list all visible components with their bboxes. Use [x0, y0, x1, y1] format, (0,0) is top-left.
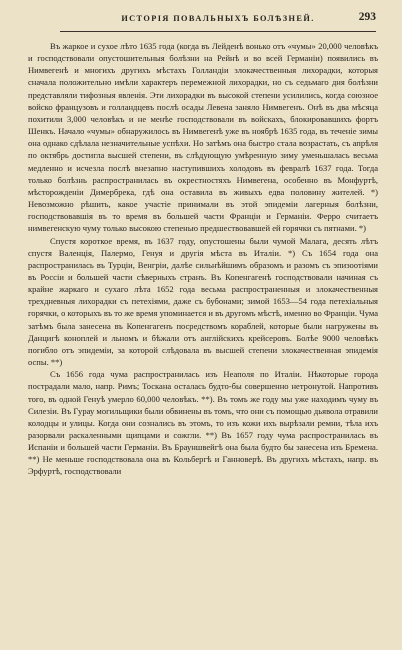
running-header	[60, 11, 376, 32]
paragraph: Спустя короткое время, въ 1637 году, опустошены были чумой Малага, десять лѣтъ спустя Валенція, Палермо, Генуя и другія мѣста въ Италіи. *) Съ 1654 года она распространилась въ Турціи, Венгріи, далѣе сильнѣйшимъ образомъ и разомъ съ эпизоотіями въ Россіи и большей части сѣверныхъ странъ. Въ Копенгагенѣ господствовали начиная съ крайне жаркаго и сухаго лѣта 1652 года весьма распространенныя и злокачественныя трехдневныя лихорадки съ петехіями, даже съ бубонами; зимой 1653—54 года петехіальныя горячки, о которыхъ въ то же время упоминается и въ другомъ мѣстѣ, именно во Франціи. Чума затѣмъ была занесена въ Копенгагенъ посредствомъ кораблей, которые были нагружены въ Данцигѣ коноплей и льномъ и бѣжали отъ англійскихъ крейсеровъ. Болѣе 9000 человѣкъ погибло отъ эпидеміи, за которой слѣдовала въ высшей степени злокачественная эпидемія оспы. **)	[28, 235, 378, 368]
page-number: 293	[358, 11, 376, 23]
running-title: ИСТОРIЯ ПОВАЛЬНЫХЪ БОЛѢЗНЕЙ.	[121, 14, 315, 23]
paragraph: Съ 1656 года чума распространилась изъ Неаполя по Италіи. Нѣкоторые города пострадали мало, напр. Римъ; Тоскана осталась будто-бы совершенно нетронутой. Напротивъ того, въ одной Генуѣ умерло 60,000 человѣкъ. **). Въ томъ же году мы уже находимъ чуму въ Силезіи. Въ Гурау могильщики были обвинены въ томъ, что они съ помощью дьявола отравили колодцы и улицы. Когда они сознались въ этомъ, то изъ кожи ихъ вырѣзали ремни, тѣла ихъ разорвали раскаленными щипцами и сожгли. **) Въ 1657 году чума распространилась въ Испаніи и большей части Германіи. Въ Брауншвейгѣ она была будто бы занесена изъ Бремена. **) Не меньше господствовала она въ Кольбергѣ и Ганноверѣ. Въ другихъ мѣстахъ, напр. въ Эрфуртѣ, господствовали	[28, 369, 378, 477]
body-text	[28, 40, 378, 478]
paragraph: Въ жаркое и сухое лѣто 1635 года (когда въ Лейденѣ вонько отъ «чумы» 20,000 человѣкъ и господствовали опустошительныя болѣзни на Рейнѣ и во всей Германіи) появились въ Нимвегенѣ и многихъ другихъ мѣстахъ Голландіи злокачественныя лихорадки, которыя сначала положительно имѣли характеръ перемежной лихорадки, но съ седьмаго дня болѣзни представляли тифозныя явленія. Эти лихорадки въ высокой степени усилились, когда союзное войско французовъ и голландцевъ послѣ осады Левена заняло Нимвегенъ. Онѣ въ два мѣсяца похитили 3,000 человѣкъ и не менѣе господствовали въ войскахъ, блокировавшихъ фортъ Шенкъ. Начало «чумы» обнаружилось въ Нимвегенѣ уже въ ноябрѣ 1635 года, въ теченіе зимы она однако сдѣлала незначительные успѣхи. Но затѣмъ она быстро стала возрастать, съ апрѣля по октябрь достигла высшей степени, въ слѣдующую умѣренную зиму уменьшалась весьма медленно и исчезла послѣ внезапно наступившихъ холодовъ въ февралѣ 1637 года. Тогда только болѣзнь распространилась въ окрестностяхъ Нимвегена, особенно въ Монфуртѣ, мѣсторожденіи Димербрека, гдѣ она оставила въ живыхъ едва половину жителей. *) Невозможно рѣшить, какое участіе принимали въ этой эпидеміи лагерныя болѣзни, господствовавшія въ то время въ большей части Франціи и Германіи. Ферро считаетъ нимвегенскую чуму только высокою степенью предшествовавшей ей горячки съ пятнами. *)	[28, 41, 378, 234]
